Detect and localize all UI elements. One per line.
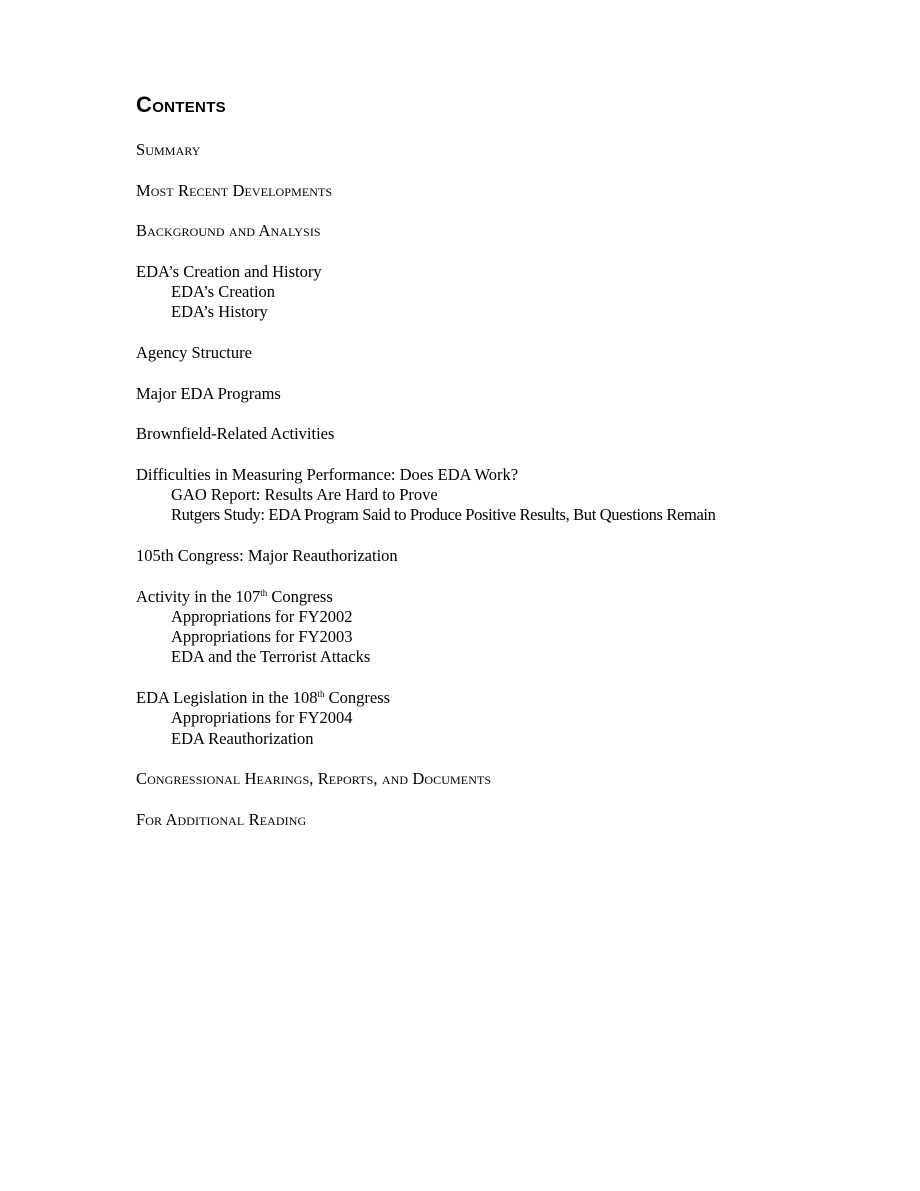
toc-entry-difficulties[interactable]: Difficulties in Measuring Performance: Does EDA Work? [136, 464, 519, 484]
toc-entry-agency-structure[interactable]: Agency Structure [136, 342, 252, 362]
toc-subentry-terrorist-attacks[interactable]: EDA and the Terrorist Attacks [171, 647, 371, 667]
ordinal-suffix: th [317, 689, 325, 700]
toc-entry-108th-congress[interactable] [136, 688, 836, 708]
toc-group-agency-structure [136, 343, 836, 363]
toc-subentry-reauthorization[interactable]: EDA Reauthorization [171, 728, 314, 748]
toc-entry-107th-congress[interactable] [136, 587, 836, 607]
toc-group-108th-congress [136, 688, 836, 749]
toc-subentry-rutgers-study[interactable]: Rutgers Study: EDA Program Said to Produce Positive Results, But Questions Remain [171, 505, 716, 525]
toc-entry-creation-history[interactable]: EDA’s Creation and History [136, 261, 322, 281]
toc-group-creation-history [136, 262, 836, 323]
toc-subentry-gao-report[interactable]: GAO Report: Results Are Hard to Prove [171, 485, 438, 505]
toc-group-background [136, 221, 836, 241]
toc-entry-108th-label-end: Congress [324, 688, 391, 708]
toc-group-difficulties [136, 465, 836, 526]
toc-subentry-creation[interactable]: EDA’s Creation [171, 282, 276, 302]
toc-entry-background[interactable]: Background and Analysis [136, 221, 321, 241]
toc-group-hearings [136, 769, 836, 789]
contents-page [136, 92, 836, 850]
toc-entry-major-programs[interactable]: Major EDA Programs [136, 383, 281, 403]
toc-entry-additional-reading[interactable]: For Additional Reading [136, 809, 307, 829]
toc-subentry-fy2002[interactable]: Appropriations for FY2002 [171, 606, 353, 626]
toc-entry-summary[interactable]: Summary [136, 140, 201, 159]
toc-group-summary [136, 140, 836, 160]
toc-group-brownfield [136, 424, 836, 444]
ordinal-suffix: th [260, 587, 268, 598]
toc-entry-brownfield[interactable]: Brownfield-Related Activities [136, 424, 335, 444]
toc-subentry-fy2003[interactable]: Appropriations for FY2003 [171, 627, 353, 647]
toc-entry-107th-label-end: Congress [267, 586, 333, 606]
toc-entry-107th-label-start: Activity in the 107 [136, 586, 261, 606]
page-title: Contents [136, 92, 226, 117]
toc-group-107th-congress [136, 587, 836, 668]
table-of-contents [136, 140, 836, 830]
toc-entry-105th-congress[interactable]: 105th Congress: Major Reauthorization [136, 545, 398, 565]
toc-group-additional-reading [136, 810, 836, 830]
toc-group-recent [136, 181, 836, 201]
toc-subentry-history[interactable]: EDA’s History [171, 302, 268, 322]
toc-group-major-programs [136, 384, 836, 404]
toc-entry-hearings[interactable]: Congressional Hearings, Reports, and Documents [136, 769, 492, 789]
toc-entry-recent-developments[interactable]: Most Recent Developments [136, 180, 333, 200]
toc-entry-108th-label-start: EDA Legislation in the 108 [136, 688, 318, 708]
toc-group-105th-congress [136, 546, 836, 566]
toc-subentry-fy2004[interactable]: Appropriations for FY2004 [171, 708, 353, 728]
